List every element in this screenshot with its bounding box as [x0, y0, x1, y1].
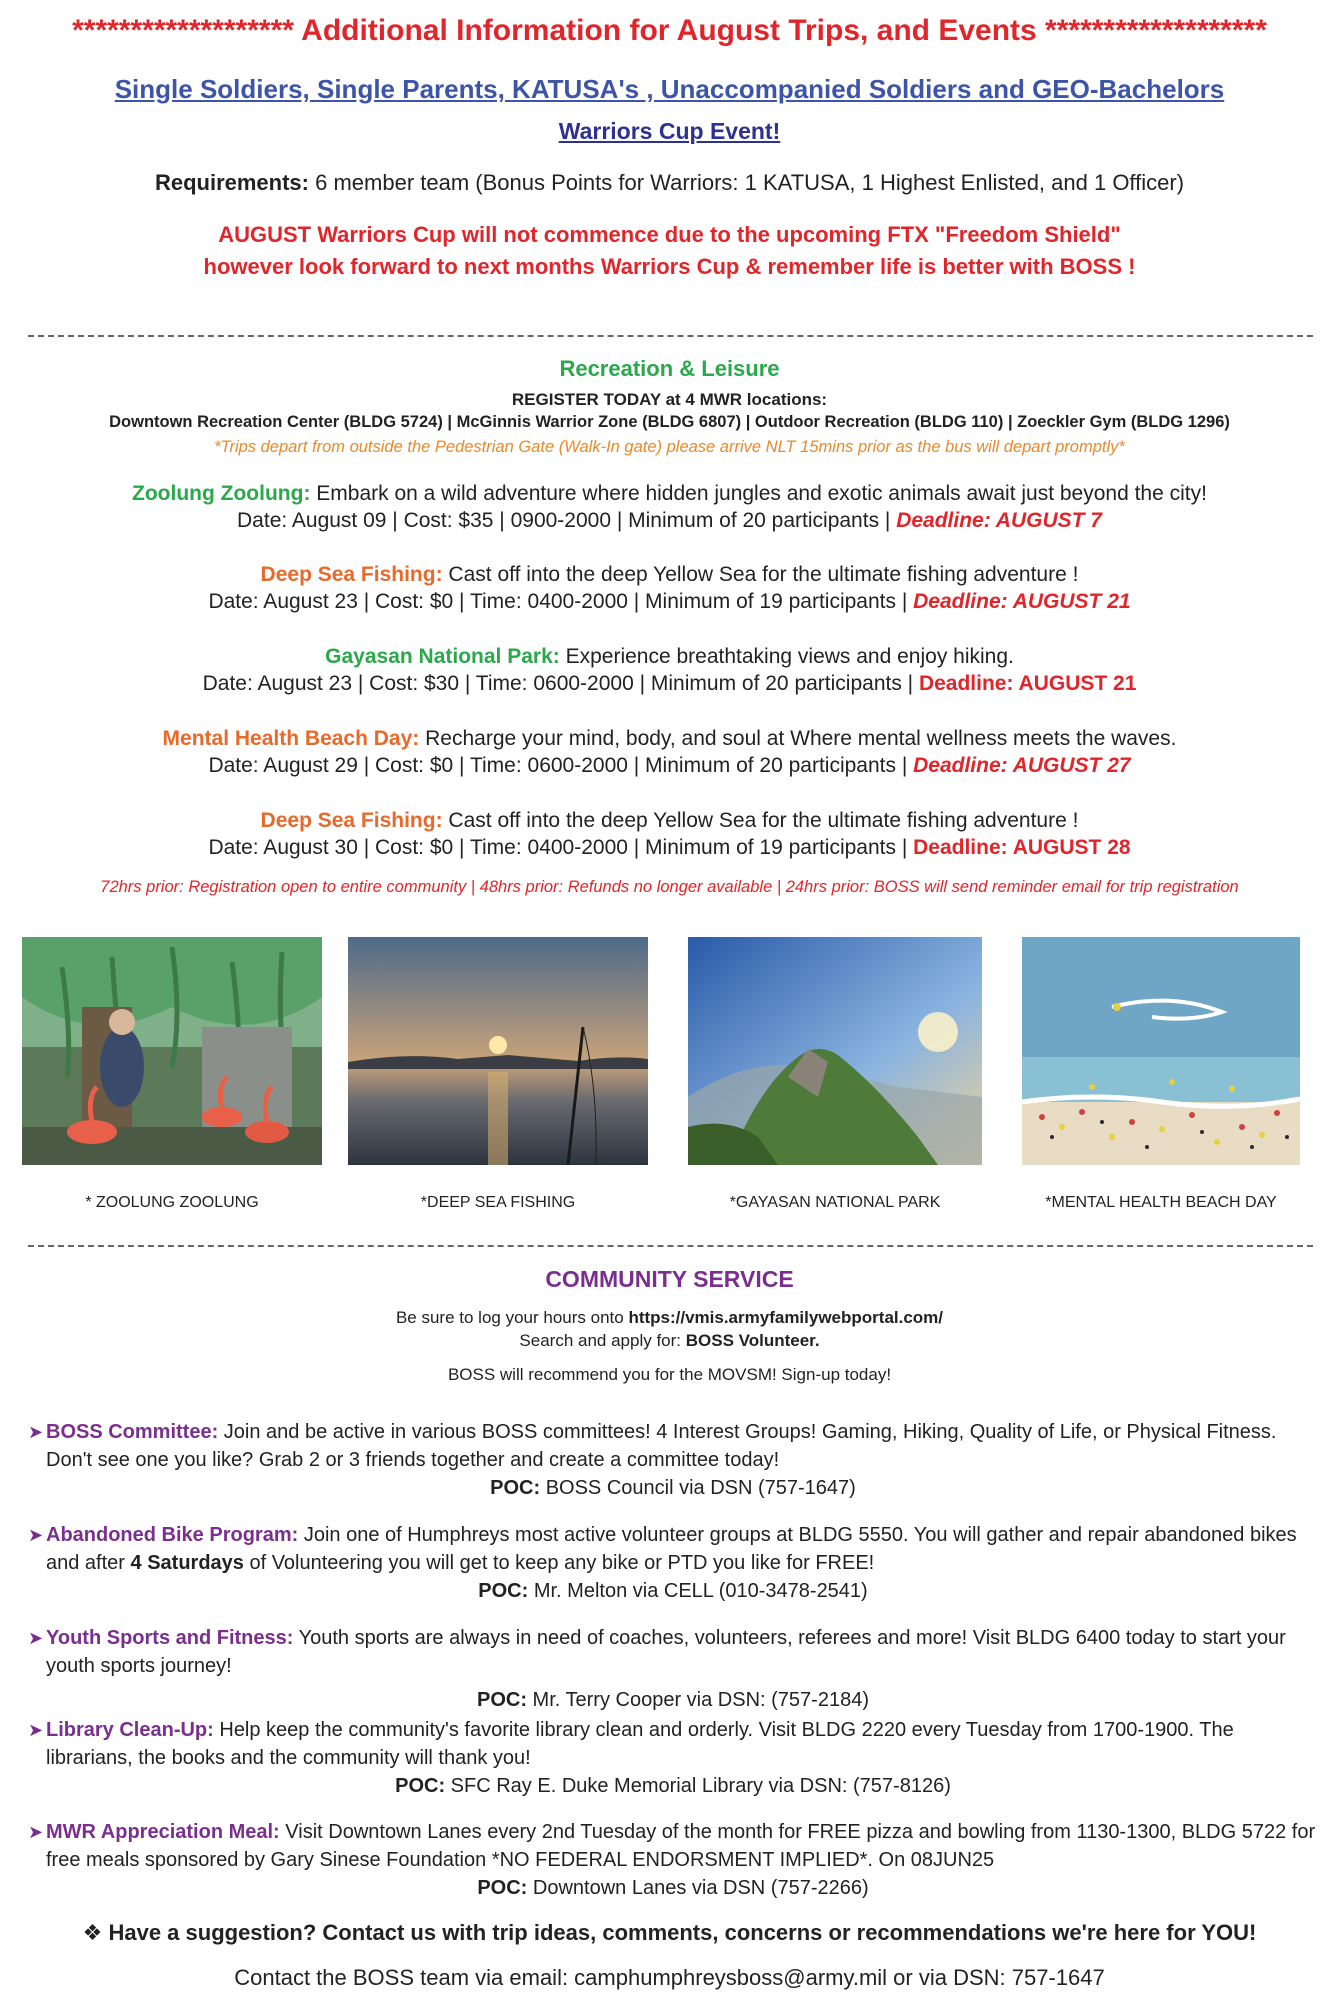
- movsm-note: BOSS will recommend you for the MOVSM! Sign-up today!: [447, 1365, 892, 1384]
- page-title: ******************* Additional Information for August Trips, and Events *******************: [72, 14, 1267, 47]
- beach-day-photo: [1022, 937, 1300, 1165]
- trip-deadline: Deadline: AUGUST 7: [896, 509, 1102, 532]
- arrow-bullet-icon: ➤: [28, 1628, 44, 1648]
- photo-caption: *MENTAL HEALTH BEACH DAY: [1045, 1194, 1277, 1211]
- trip-name: Deep Sea Fishing:: [260, 563, 443, 586]
- gayasan-photo: [688, 937, 982, 1165]
- community-item: ➤ Youth Sports and Fitness: Youth sports are always in need of coaches, volunteers, referees and more! Visit BLDG 6400 today to start your youth sports journey! POC: Mr. Terry Cooper via DSN: (757-2184): [28, 1624, 1318, 1714]
- zoolung-photo: [22, 937, 322, 1165]
- deep-sea-fishing-photo: [348, 937, 648, 1165]
- trip-name: Gayasan National Park:: [325, 645, 560, 668]
- arrow-bullet-icon: ➤: [28, 1822, 44, 1842]
- trip-name: Deep Sea Fishing:: [260, 809, 443, 832]
- event-title: Warriors Cup Event!: [558, 118, 781, 144]
- trip-deadline: Deadline: AUGUST 21: [913, 590, 1131, 613]
- requirements-line: [0, 170, 1339, 196]
- departure-note: *Trips depart from outside the Pedestrian Gate (Walk-In gate) please arrive NLT 15mins prior as the bus will depart promptly*: [214, 438, 1125, 456]
- suggestion-line: ❖ Have a suggestion? Contact us with trip ideas, comments, concerns or recommendations we're here for YOU!: [82, 1920, 1257, 1945]
- requirements-label: Requirements:: [154, 170, 309, 195]
- mwr-locations: Downtown Recreation Center (BLDG 5724) | McGinnis Warrior Zone (BLDG 6807) | Outdoor Recreation (BLDG 110) | Zoeckler Gym (BLDG 1296): [109, 413, 1230, 431]
- trip-deadline: Deadline: AUGUST 21: [918, 672, 1137, 695]
- arrow-bullet-icon: ➤: [28, 1525, 44, 1545]
- community-item: ➤ BOSS Committee: Join and be active in various BOSS committees! 4 Interest Groups! Gaming, Hiking, Quality of Life, or Physical Fitness. Don't see one you like? Grab 2 or 3 friends together and create a committee today! POC: BOSS Council via DSN (757-1647): [28, 1418, 1318, 1502]
- vmis-link[interactable]: https://vmis.armyfamilywebportal.com/: [628, 1308, 944, 1327]
- trip-item: Zoolung Zoolung: Embark on a wild adventure where hidden jungles and exotic animals await just beyond the city! Date: August 09 | Cost: $35 | 0900-2000 | Minimum of 20 participants | Deadline: AUGUST 7: [132, 482, 1207, 532]
- trip-deadline: Deadline: AUGUST 27: [913, 754, 1131, 777]
- arrow-bullet-icon: ➤: [28, 1422, 44, 1442]
- community-item: ➤ Abandoned Bike Program: Join one of Humphreys most active volunteer groups at BLDG 5550. You will gather and repair abandoned bikes and after 4 Saturdays of Volunteering you will get to keep any bike or PTD you like for FREE! POC: Mr. Melton via CELL (010-3478-2541): [28, 1521, 1318, 1605]
- trip-item: Deep Sea Fishing: Cast off into the deep Yellow Sea for the ultimate fishing adventure ! Date: August 30 | Cost: $0 | Time: 0400-2000 | Minimum of 19 participants | Deadline: AUGUST 28: [208, 809, 1131, 859]
- photo-caption: * ZOOLUNG ZOOLUNG: [85, 1194, 259, 1211]
- vmis-instructions: Be sure to log your hours onto https://vmis.armyfamilywebportal.com/: [395, 1308, 944, 1327]
- trip-item: Gayasan National Park: Experience breathtaking views and enjoy hiking. Date: August 23 | Cost: $30 | Time: 0600-2000 | Minimum of 20 participants | Deadline: AUGUST 21: [202, 645, 1137, 695]
- search-instructions: Search and apply for: BOSS Volunteer.: [519, 1331, 820, 1350]
- community-item: ➤ Library Clean-Up: Help keep the community's favorite library clean and orderly. Visit BLDG 2220 every Tuesday from 1700-1900. The librarians, the books and the community will thank you! POC: SFC Ray E. Duke Memorial Library via DSN: (757-8126): [28, 1716, 1318, 1800]
- community-item: ➤ MWR Appreciation Meal: Visit Downtown Lanes every 2nd Tuesday of the month for FREE pizza and bowling from 1130-1300, BLDG 5722 for free meals sponsored by Gary Sinese Foundation *NO FEDERAL ENDORSMENT IMPLIED*. On 08JUN25 POC: Downtown Lanes via DSN (757-2266): [28, 1818, 1318, 1902]
- photo-caption: *GAYASAN NATIONAL PARK: [729, 1194, 941, 1211]
- register-heading: REGISTER TODAY at 4 MWR locations:: [511, 390, 828, 409]
- arrow-bullet-icon: ➤: [28, 1720, 44, 1740]
- section-divider: [28, 1245, 1313, 1247]
- trip-name: Mental Health Beach Day:: [162, 727, 420, 750]
- contact-line: Contact the BOSS team via email: camphumphreysboss@army.mil or via DSN: 757-1647: [234, 1965, 1105, 1990]
- trip-item: Mental Health Beach Day: Recharge your mind, body, and soul at Where mental wellness meets the waves. Date: August 29 | Cost: $0 | Time: 0600-2000 | Minimum of 20 participants | Deadline: AUGUST 27: [162, 727, 1177, 777]
- warriors-cup-notice-2: however look forward to next months Warriors Cup & remember life is better with BOSS !: [203, 254, 1136, 279]
- audience-heading: Single Soldiers, Single Parents, KATUSA's , Unaccompanied Soldiers and GEO-Bachelors: [114, 74, 1225, 104]
- section-divider: [28, 335, 1313, 337]
- registration-policy: 72hrs prior: Registration open to entire community | 48hrs prior: Refunds no longer available | 24hrs prior: BOSS will send reminder email for trip registration: [100, 878, 1239, 896]
- photo-caption: *DEEP SEA FISHING: [420, 1194, 576, 1211]
- trip-deadline: Deadline: AUGUST 28: [913, 836, 1131, 859]
- trip-item: Deep Sea Fishing: Cast off into the deep Yellow Sea for the ultimate fishing adventure ! Date: August 23 | Cost: $0 | Time: 0400-2000 | Minimum of 19 participants | Deadline: AUGUST 21: [208, 563, 1131, 613]
- diamond-bullet-icon: ❖: [82, 1920, 109, 1945]
- trip-name: Zoolung Zoolung:: [132, 482, 311, 505]
- requirements-text: 6 member team (Bonus Points for Warriors: 1 KATUSA, 1 Highest Enlisted, and 1 Officer): [309, 170, 1185, 195]
- recreation-title: Recreation & Leisure: [559, 356, 780, 381]
- warriors-cup-notice-1: AUGUST Warriors Cup will not commence due to the upcoming FTX "Freedom Shield": [218, 222, 1121, 247]
- community-title: COMMUNITY SERVICE: [545, 1266, 794, 1292]
